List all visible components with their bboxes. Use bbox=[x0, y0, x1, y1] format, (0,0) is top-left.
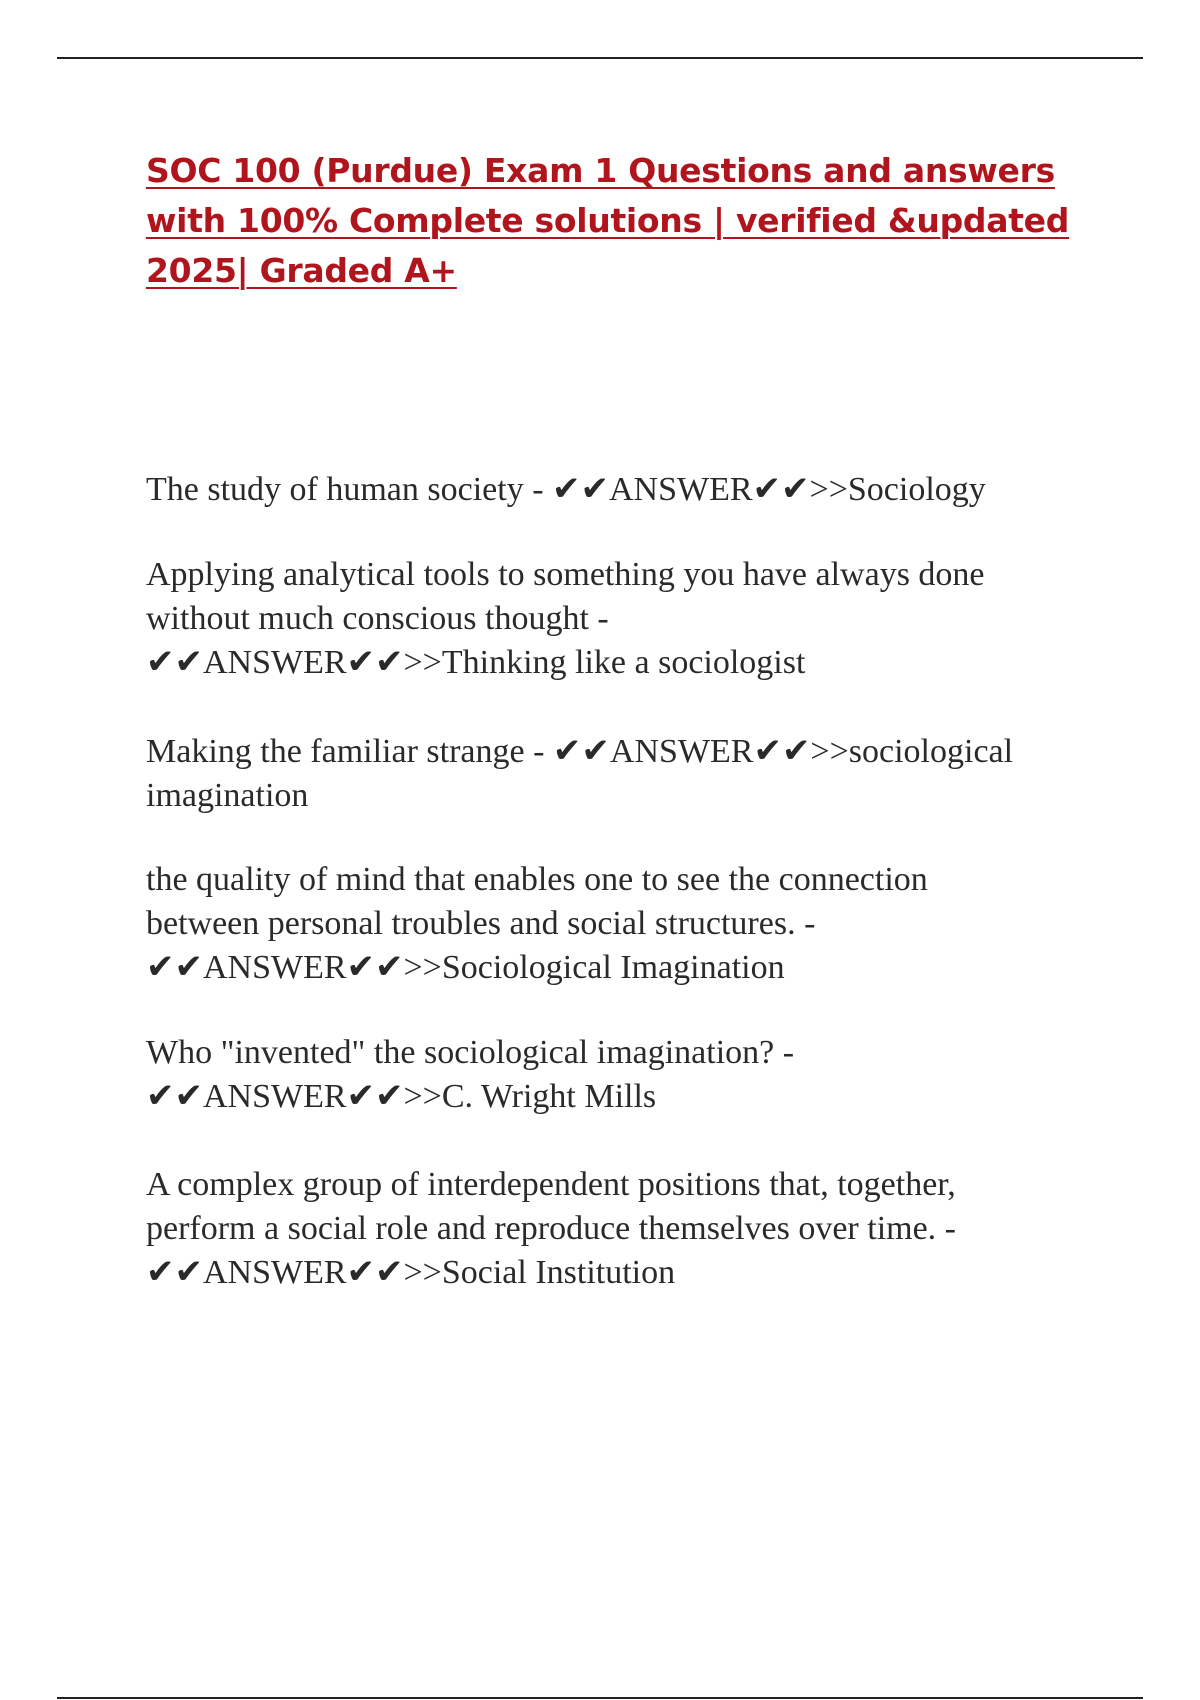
qa-item bbox=[146, 730, 1106, 818]
qa-line: ✔✔ANSWER✔✔>>Social Institution bbox=[146, 1254, 676, 1291]
qa-line: ✔✔ANSWER✔✔>>C. Wright Mills bbox=[146, 1078, 657, 1115]
top-rule bbox=[57, 57, 1143, 59]
qa-line: the quality of mind that enables one to see the connection bbox=[146, 861, 928, 898]
qa-line: without much conscious thought - bbox=[146, 600, 609, 637]
bottom-rule bbox=[57, 1697, 1143, 1699]
qa-line: ✔✔ANSWER✔✔>>Thinking like a sociologist bbox=[146, 644, 806, 681]
qa-item bbox=[146, 858, 1106, 990]
title-line: SOC 100 (Purdue) Exam 1 Questions and answers bbox=[146, 151, 1055, 190]
qa-line: Applying analytical tools to something you have always done bbox=[146, 556, 985, 593]
qa-line: Making the familiar strange - ✔✔ANSWER✔✔>>sociological bbox=[146, 733, 1014, 770]
qa-line: A complex group of interdependent positions that, together, bbox=[146, 1166, 956, 1203]
qa-line: ✔✔ANSWER✔✔>>Sociological Imagination bbox=[146, 949, 785, 986]
qa-line: The study of human society - ✔✔ANSWER✔✔>>Sociology bbox=[146, 471, 986, 508]
qa-item bbox=[146, 1163, 1106, 1295]
qa-item bbox=[146, 468, 1106, 512]
qa-item bbox=[146, 553, 1106, 685]
qa-line: imagination bbox=[146, 777, 309, 814]
qa-item bbox=[146, 1031, 1106, 1119]
qa-line: perform a social role and reproduce themselves over time. - bbox=[146, 1210, 957, 1247]
qa-line: Who "invented" the sociological imagination? - bbox=[146, 1034, 795, 1071]
qa-line: between personal troubles and social structures. - bbox=[146, 905, 816, 942]
title-line: with 100% Complete solutions | verified &updated bbox=[146, 201, 1070, 240]
title-line: 2025| Graded A+ bbox=[146, 251, 457, 290]
document-title bbox=[146, 146, 1106, 296]
